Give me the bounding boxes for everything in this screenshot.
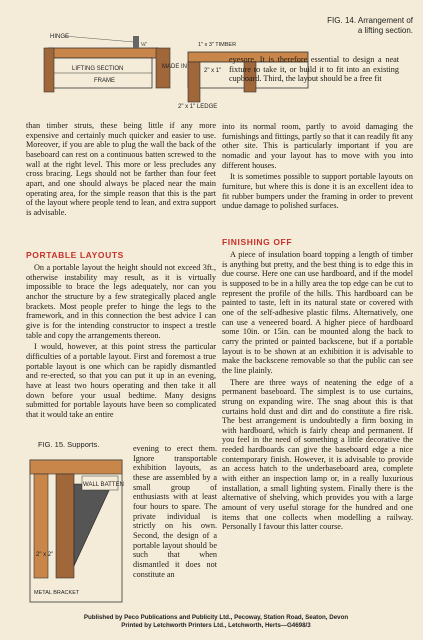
publisher-footer <box>30 614 402 630</box>
paragraph: evening to erect them. Ignore transportable exhibition layouts, as these are assembled by a small group of enthusiasts with at least four hours to spare. The private individual is strictly on his own. Second, the design of a portable layout should be such that when dismantled it does not constitute an <box>133 444 217 579</box>
wall-batten-label: WALL BATTEN <box>83 482 124 488</box>
ledge <box>188 62 200 102</box>
left-end-post <box>44 48 54 92</box>
two-by-two-label: 2" x 2" <box>36 552 54 558</box>
footer-line: Printed by Letchworth Printers Ltd., Letchworth, Herts—G4698/3 <box>121 622 311 629</box>
section-heading-finishing: FINISHING OFF <box>222 237 293 247</box>
made-in-label: MADE IN <box>162 64 188 70</box>
two-by-one-label: 2" x 1" <box>204 68 222 74</box>
paragraph: eyesore. It is therefore essential to design a neat fixture to take it, or build it to fit into an existing cupboard. Third, the layout should be a free fit <box>229 55 399 84</box>
figure-14-caption: FIG. 14. Arrangement of a lifting section. <box>327 16 413 35</box>
wall-batten <box>56 474 74 578</box>
ledge-label: 2" x 1" LEDGE <box>178 104 218 110</box>
section-heading-portable: PORTABLE LAYOUTS <box>26 250 124 260</box>
paragraph: I would, however, at this point stress the particular difficulties of a portable layout. First and foremost a true portable layout is one which can be rapidly dismantled and re-erected, so that you can put it up in an evening, have at least two hours operating and then take it all down before your usual bedtime. Many designs submitted for portable layouts have been so complicated that it would take an entire <box>26 342 216 419</box>
footer-line: Published by Peco Publications and Publicity Ltd., Pecoway, Station Road, Seaton, Devon <box>83 614 349 621</box>
paragraph: into its normal room, partly to avoid damaging the furnishings and fittings, partly so that it can readily fit any other site. This is particularly important if you are nomadic and your layout has to move with you into different houses. <box>222 122 413 170</box>
left-column-lower <box>133 444 217 581</box>
frame-label: FRAME <box>94 78 115 84</box>
paragraph: than timber struts, these being little if any more expensive and certainly much quicker and easier to use. Moreover, if you are able to plug the wall the back of the baseboard can rest on a continuous batten screwed to the wall at the right level. This more or less precludes any cross bracing. Legs should not be farther than four feet apart, and one should always be placed near the main operating area, for the simple reason that this is the part of the layout where people tend to lean, and extra support is advisable. <box>26 121 216 217</box>
paragraph: It is sometimes possible to support portable layouts on furniture, but where this is done it is an excellent idea to fit rubber bumpers under the framing in order to prevent undue damage to polished surfaces. <box>222 172 413 211</box>
leg <box>34 474 48 578</box>
lifting-section-top-board <box>48 48 158 58</box>
right-column-lower <box>222 237 413 534</box>
left-column-top <box>26 121 216 220</box>
figure-15-supports <box>26 456 126 606</box>
baseboard-top <box>30 460 122 474</box>
paragraph: On a portable layout the height should not exceed 3ft., otherwise instability may result, as it is virtually impossible to brace the legs adequately, nor can you anchor the structure by a few strategically placed angle brackets. Most people prefer to hinge the legs to the framework, and in this connection the best advice I can give is for the intending constructor to inspect a trestle table and copy the arrangements thereon. <box>26 263 216 340</box>
right-column-upper <box>222 122 413 213</box>
hinge-label: HINGE <box>50 34 70 40</box>
figure-15-caption: FIG. 15. Supports. <box>38 440 100 449</box>
paragraph: There are three ways of neatening the edge of a permanent baseboard. The simplest is to use curtains, strung on expanding wire. The snag about this is that curtains hold dust and dirt and do constitute a fire risk. The best arrangement is undoubtedly a firm boxing in with hardboard, which is fairly cheap and permanent. If you feel in the need of something a little decorative the reeded hardboards can give the baseboard edge a nice contemporary finish. However, it is advisable to provide an access hatch to the underbaseboard area, complete with either an inspection lamp or, in a really luxurious installation, a small lighting system. Finally there is the alternative of shelving, which provides you with a large amount of very useful storage for the hundred and one items that one collects when modelling a railway. Personally I favour this latter course. <box>222 377 413 532</box>
timber-label: 1" x 3" TIMBER <box>198 42 237 48</box>
left-column-middle <box>26 250 216 422</box>
paragraph: A piece of insulation board topping a length of timber is anything but pretty, and the best thing is to edge this in due course. Here one can use hardboard, and if the model is supposed to be in a hilly area the top edge can be cut to represent the profile of the hills. This hardboard can be painted to taste, left in its natural state or covered with one of the self-adhesive plastic films. Alternatively, one can use a veneered board. A higher piece of hardboard some 10in. or 15in. can be mounted along the back to carry the printed or painted backscene, but if a portable layout is to be shown at an exhibition it is advisable to make the backscene removable so that the public can see the line plainly. <box>222 250 413 375</box>
gap-label: ⅛" <box>141 42 147 48</box>
lifting-section-label: LIFTING SECTION <box>72 66 124 72</box>
right-column-top <box>229 55 399 86</box>
metal-bracket-label: METAL BRACKET <box>34 590 80 596</box>
